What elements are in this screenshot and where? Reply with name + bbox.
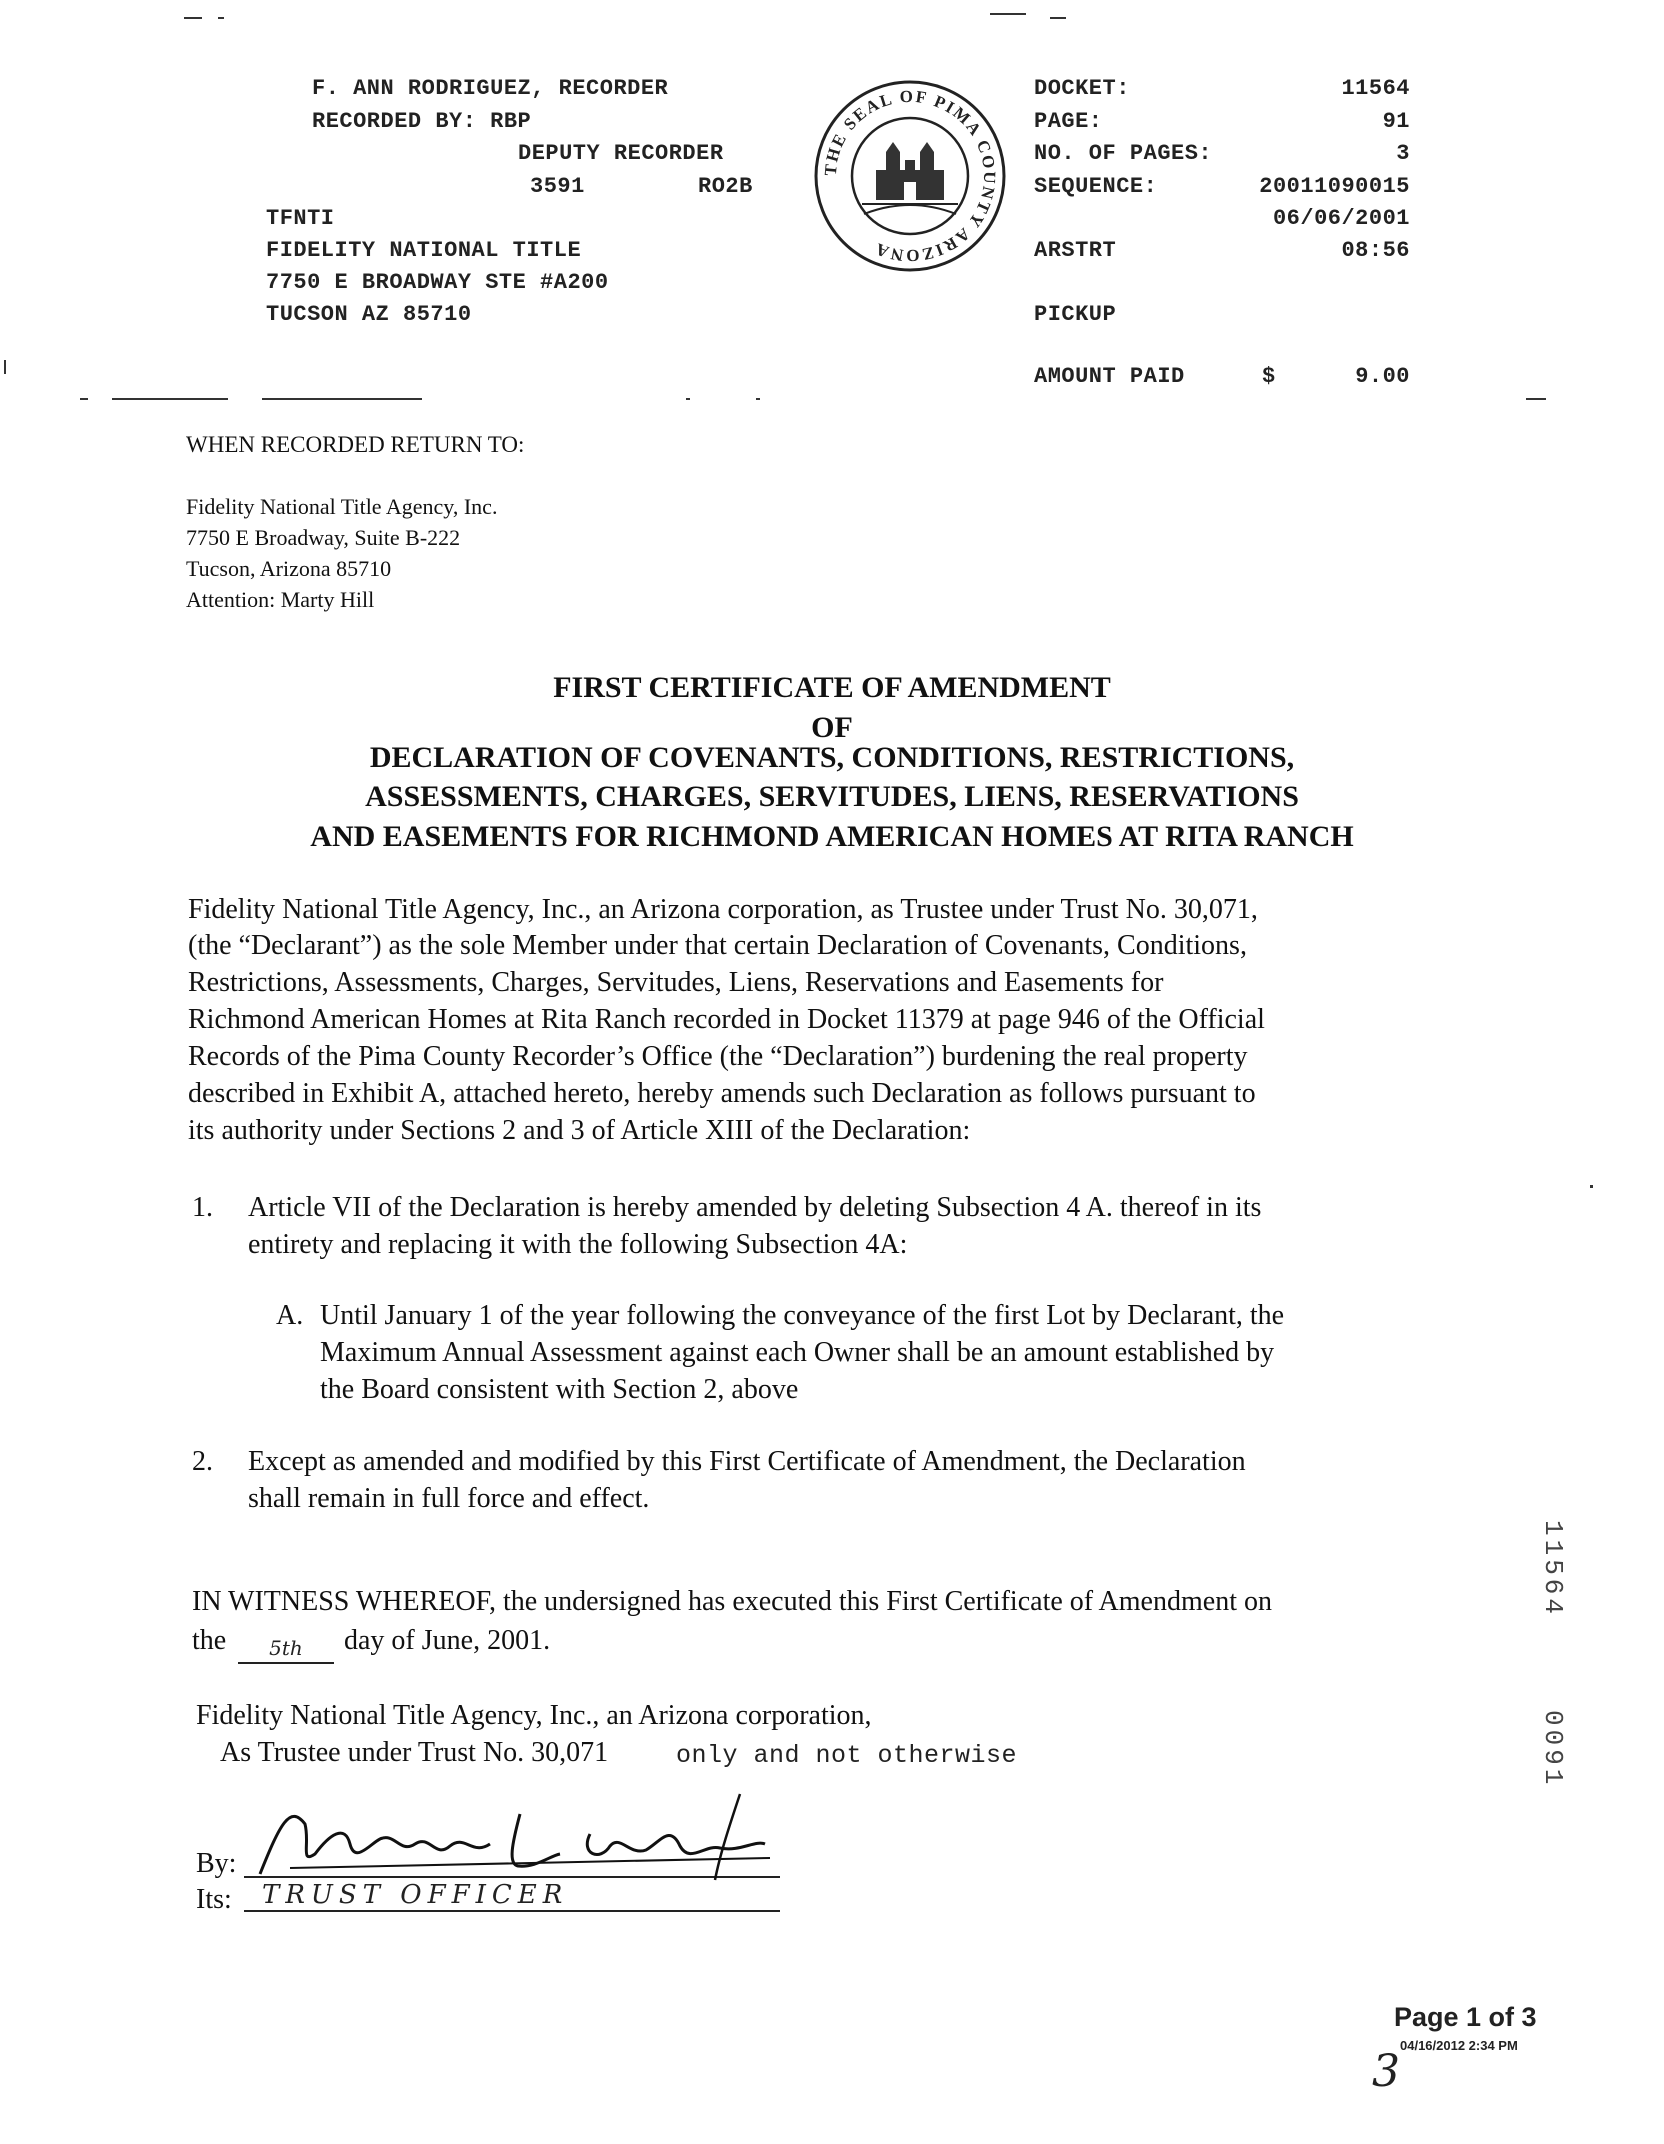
item-line: Except as amended and modified by this First Certificate of Amendment, the Declaration [248,1446,1246,1477]
intro-line: Records of the Pima County Recorder’s Office (the “Declaration”) burdening the real property [188,1041,1248,1072]
subitem-line: Maximum Annual Assessment against each Owner shall be an amount established by [320,1337,1275,1368]
handwritten-signature-icon [250,1784,790,1884]
page-value: 91 [1382,109,1410,134]
item-number: 1. [192,1192,213,1223]
pima-county-seal-icon [812,78,1008,274]
title-line: OF [811,711,853,744]
subitem-line: Until January 1 of the year following the conveyance of the first Lot by Declarant, the [320,1300,1285,1331]
svg-text:THE SEAL OF PIMA COUNTY ARIZON: THE SEAL OF PIMA COUNTY ARIZONA [820,86,1000,266]
page-label: PAGE: [1034,109,1103,134]
intro-line: Restrictions, Assessments, Charges, Servitudes, Liens, Reservations and Easements for [188,967,1164,998]
page-number: Page 1 of 3 [1394,2002,1537,2032]
title-line: DECLARATION OF COVENANTS, CONDITIONS, RESTRICTIONS, [369,741,1295,774]
handwritten-title: TRUST OFFICER [262,1880,569,1910]
scan-artifact-dash [1050,17,1066,19]
intro-line: described in Exhibit A, attached hereto, hereby amends such Declaration as follows pursuant to [188,1078,1256,1109]
stamp-separator [112,398,228,400]
amount-paid-value: 9.00 [1355,364,1410,389]
signatory-typed-addendum: only and not otherwise [676,1741,1018,1770]
stamp-company: FIDELITY NATIONAL TITLE [266,238,582,263]
scan-artifact-dash [184,17,202,19]
stamp-address-line1: 7750 E BROADWAY STE #A200 [266,270,609,295]
arstrt-label: ARSTRT [1034,238,1117,263]
return-to-line: Tucson, Arizona 85710 [186,556,392,581]
intro-line: its authority under Sections 2 and 3 of Article XIII of the Declaration: [188,1115,971,1146]
stamp-separator [1526,398,1546,400]
print-timestamp: 04/16/2012 2:34 PM [1400,2038,1518,2053]
pickup-label: PICKUP [1034,302,1117,327]
recording-date: 06/06/2001 [1272,206,1410,231]
recorder-station: RO2B [698,174,753,199]
title-line: FIRST CERTIFICATE OF AMENDMENT [553,671,1111,704]
witness-line: IN WITNESS WHEREOF, the undersigned has executed this First Certificate of Amendment on [192,1586,1272,1617]
amount-paid-label: AMOUNT PAID [1034,364,1185,389]
signatory-trustee: As Trustee under Trust No. 30,071 [220,1737,609,1768]
return-to-line: 7750 E Broadway, Suite B-222 [186,525,461,550]
subitem-letter: A. [276,1300,304,1331]
docket-value: 11564 [1341,76,1410,101]
margin-docket-stamp: 11564 [1538,1520,1568,1619]
item-line: Article VII of the Declaration is hereby amended by deleting Subsection 4 A. thereof in its [248,1192,1262,1223]
num-pages-label: NO. OF PAGES: [1034,141,1213,166]
recording-time: 08:56 [1341,238,1410,263]
witness-suffix: day of June, 2001. [344,1625,551,1656]
handwritten-day: 5th [238,1636,334,1664]
intro-line: Fidelity National Title Agency, Inc., an Arizona corporation, as Trustee under Trust No. 30,071, [188,894,1258,925]
title-line: ASSESSMENTS, CHARGES, SERVITUDES, LIENS, RESERVATIONS [365,780,1299,813]
sequence-label: SEQUENCE: [1034,174,1158,199]
handwritten-page-count: 3 [1372,2046,1400,2097]
sequence-value: 20011090015 [1259,174,1410,199]
margin-page-stamp: 0091 [1538,1710,1568,1789]
subitem-line: the Board consistent with Section 2, above [320,1374,799,1405]
stamp-separator [262,398,422,400]
item-number: 2. [192,1446,213,1477]
amount-currency: $ [1262,364,1276,389]
item-line: entirety and replacing it with the following Subsection 4A: [248,1229,908,1260]
scan-artifact-dash [990,13,1026,15]
return-to-line: Fidelity National Title Agency, Inc. [186,494,498,519]
intro-line: (the “Declarant”) as the sole Member under that certain Declaration of Covenants, Conditions, [188,930,1247,961]
stamp-separator [80,398,88,400]
num-pages-value: 3 [1396,141,1410,166]
recorder-code: 3591 [530,174,585,199]
stamp-address-line2: TUCSON AZ 85710 [266,302,472,327]
scan-artifact-dot [1590,1185,1593,1188]
stamp-separator [686,398,690,400]
signatory-line: Fidelity National Title Agency, Inc., an Arizona corporation, [196,1700,872,1731]
docket-label: DOCKET: [1034,76,1130,101]
stamp-separator [756,398,760,400]
recorded-by: RECORDED BY: RBP [312,109,532,134]
intro-line: Richmond American Homes at Rita Ranch recorded in Docket 11379 at page 946 of the Official [188,1004,1265,1035]
recorder-name: F. ANN RODRIGUEZ, RECORDER [312,76,669,101]
scan-artifact-dash [218,17,224,19]
its-label: Its: [196,1884,232,1915]
deputy-recorder: DEPUTY RECORDER [518,141,724,166]
item-line: shall remain in full force and effect. [248,1483,650,1514]
return-to-line: Attention: Marty Hill [186,587,375,612]
witness-prefix: the [192,1625,227,1656]
title-line-blank [244,1910,780,1912]
return-to-heading: WHEN RECORDED RETURN TO: [186,432,525,457]
party-code: TFNTI [266,206,335,231]
scan-artifact-mark [4,360,8,374]
title-line: AND EASEMENTS FOR RICHMOND AMERICAN HOMES AT RITA RANCH [310,820,1354,853]
by-label: By: [196,1848,237,1879]
